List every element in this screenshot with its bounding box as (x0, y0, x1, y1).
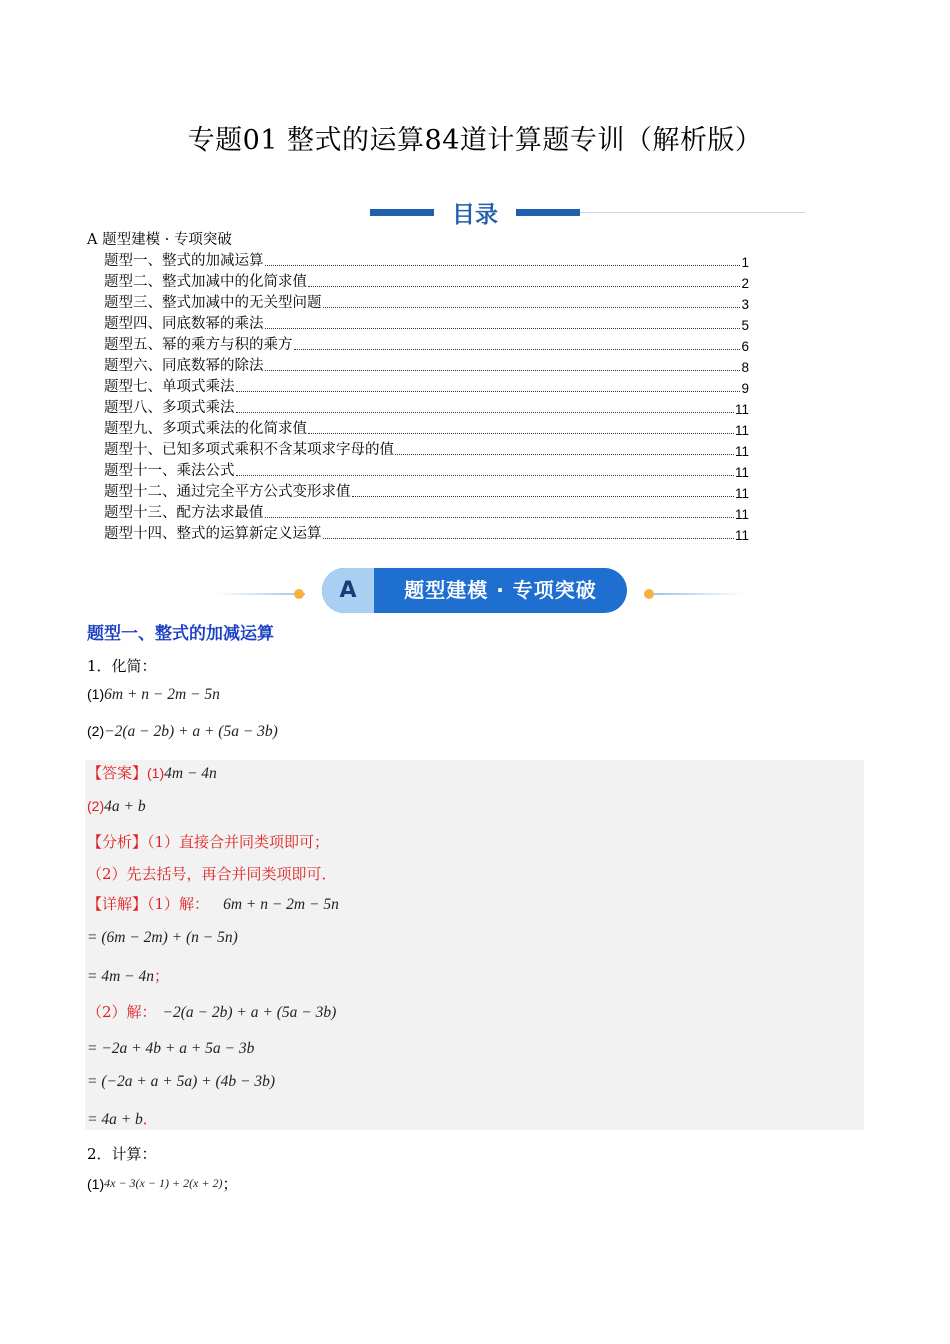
toc-item[interactable] (104, 333, 749, 354)
toc-item-label: 题型九、多项式乘法的化简求值 (104, 421, 307, 437)
q1-part1 (87, 684, 220, 704)
toc-divider (580, 212, 805, 213)
toc-item-leader (265, 370, 741, 371)
toc-item-page: 11 (734, 507, 749, 522)
toc-item-page: 11 (734, 528, 749, 543)
toc-item-label: 题型五、幂的乘方与积的乘方 (104, 337, 293, 353)
toc-heading-banner (370, 196, 580, 228)
detail2-expr: −2(a − 2b) + a + (5a − 3b) (162, 1004, 337, 1021)
toc-item[interactable] (104, 375, 749, 396)
toc-item-leader (236, 412, 734, 413)
answer2-label: (2) (87, 798, 105, 814)
banner-line-right (654, 593, 744, 595)
toc-item-page: 11 (734, 486, 749, 501)
answer2-expr: 4a + b (104, 798, 146, 815)
q1-part2-expr: −2(a − 2b) + a + (5a − 3b) (104, 723, 278, 740)
q1-part2 (87, 721, 278, 741)
toc-item[interactable] (104, 270, 749, 291)
toc-item-page: 9 (741, 381, 749, 396)
detail1-step2-line (87, 965, 169, 986)
toc-item-label: 题型十三、配方法求最值 (104, 505, 264, 521)
toc-item-leader (236, 475, 734, 476)
q2-part1 (87, 1173, 238, 1194)
toc-item-leader (395, 454, 734, 455)
analysis-text1: （1）直接合并同类项即可； (147, 833, 330, 851)
banner-dot-right (644, 589, 654, 599)
answer-tag: 【答案】 (87, 764, 148, 782)
banner-letter: A (322, 568, 374, 613)
detail2-step3-end: ． (142, 1110, 158, 1128)
toc-item-leader (265, 517, 734, 518)
answer1-label: (1) (147, 765, 165, 781)
toc-item-leader (352, 496, 734, 497)
toc-item-label: 题型一、整式的加减运算 (104, 253, 264, 269)
q1-part2-label: (2) (87, 723, 105, 739)
toc-item[interactable] (104, 417, 749, 438)
detail1-expr: 6m + n − 2m − 5n (223, 896, 339, 913)
detail2-step3: = 4a + b (87, 1111, 143, 1128)
detail2-label: （2）解： (87, 1003, 157, 1021)
q1-stem: 1．化简： (87, 657, 157, 675)
detail1-step2: = 4m − 4n (87, 968, 154, 985)
toc-item-label: 题型六、同底数幂的除法 (104, 358, 264, 374)
detail2-line (87, 1001, 336, 1022)
toc-item-page: 11 (734, 402, 749, 417)
toc-item-label: 题型三、整式加减中的无关型问题 (104, 295, 322, 311)
toc-item[interactable] (104, 459, 749, 480)
detail1-step2-end: ； (154, 967, 170, 985)
toc-item-label: 题型十二、通过完全平方公式变形求值 (104, 484, 351, 500)
banner-text: 题型建模 · 专项突破 (404, 578, 597, 602)
toc-item-leader (236, 391, 741, 392)
detail1-step1: = (6m − 2m) + (n − 5n) (87, 929, 238, 946)
toc-item[interactable] (104, 501, 749, 522)
toc-item[interactable] (104, 480, 749, 501)
answer1-expr: 4m − 4n (164, 765, 217, 782)
toc-item-label: 题型八、多项式乘法 (104, 400, 235, 416)
analysis-tag: 【分析】 (87, 833, 148, 851)
q2-stem: 2．计算： (87, 1145, 157, 1163)
toc-item-label: 题型二、整式加减中的化简求值 (104, 274, 307, 290)
toc-item-page: 8 (741, 360, 749, 375)
detail1-label: （1）解： (147, 895, 210, 913)
toc-item[interactable] (104, 396, 749, 417)
toc-item-label: 题型十四、整式的运算新定义运算 (104, 526, 322, 542)
banner-line-left (215, 593, 305, 595)
section-banner (322, 568, 627, 613)
toc-item-label: 题型七、单项式乘法 (104, 379, 235, 395)
detail2-step1: = −2a + 4b + a + 5a − 3b (87, 1040, 255, 1057)
toc-item-leader (294, 349, 741, 350)
answer-line2 (87, 796, 146, 816)
toc-item[interactable] (104, 522, 749, 543)
toc-item[interactable] (104, 249, 749, 270)
answer-line1 (87, 762, 217, 783)
detail-line1 (87, 893, 339, 914)
toc-item-leader (308, 286, 740, 287)
q1-part1-expr: 6m + n − 2m − 5n (104, 686, 220, 703)
toc-item[interactable] (104, 312, 749, 333)
detail2-step2: = (−2a + a + 5a) + (4b − 3b) (87, 1073, 276, 1090)
toc-item-page: 6 (741, 339, 749, 354)
q2-part1-expr: 4x − 3(x − 1) + 2(x + 2) (104, 1176, 223, 1190)
toc-item-leader (323, 307, 741, 308)
toc-item-page: 11 (734, 465, 749, 480)
detail2-step3-line (87, 1108, 158, 1129)
toc-item[interactable] (104, 354, 749, 375)
toc-section: A 题型建模 · 专项突破 (87, 232, 232, 248)
detail-tag: 【详解】 (87, 895, 148, 913)
toc-heading-bar-right (516, 209, 580, 216)
toc-item-page: 2 (741, 276, 749, 291)
toc-heading-bar-left (370, 209, 434, 216)
analysis-text2: （2）先去括号，再合并同类项即可． (87, 865, 337, 883)
banner-dot-left (294, 589, 304, 599)
section-title: 题型一、整式的加减运算 (87, 624, 274, 644)
toc-item-label: 题型四、同底数幂的乘法 (104, 316, 264, 332)
toc-item[interactable] (104, 438, 749, 459)
toc-item-leader (265, 265, 741, 266)
toc-item-leader (308, 433, 734, 434)
toc-item-page: 1 (741, 255, 749, 270)
toc-item-label: 题型十、已知多项式乘积不含某项求字母的值 (104, 442, 394, 458)
q2-part1-label: (1) (87, 1176, 105, 1192)
toc-item-leader (323, 538, 734, 539)
toc-item-leader (265, 328, 741, 329)
q2-part1-end: ； (222, 1175, 238, 1193)
analysis-line1 (87, 831, 329, 852)
toc-item-page: 11 (734, 423, 749, 438)
toc-item-page: 3 (741, 297, 749, 312)
toc-item-label: 题型十一、乘法公式 (104, 463, 235, 479)
q1-part1-label: (1) (87, 686, 105, 702)
toc-item[interactable] (104, 291, 749, 312)
toc-item-page: 5 (741, 318, 749, 333)
document-title: 专题01 整式的运算84道计算题专训（解析版） (187, 125, 763, 156)
toc-heading: 目录 (452, 202, 498, 228)
toc-item-page: 11 (734, 444, 749, 459)
